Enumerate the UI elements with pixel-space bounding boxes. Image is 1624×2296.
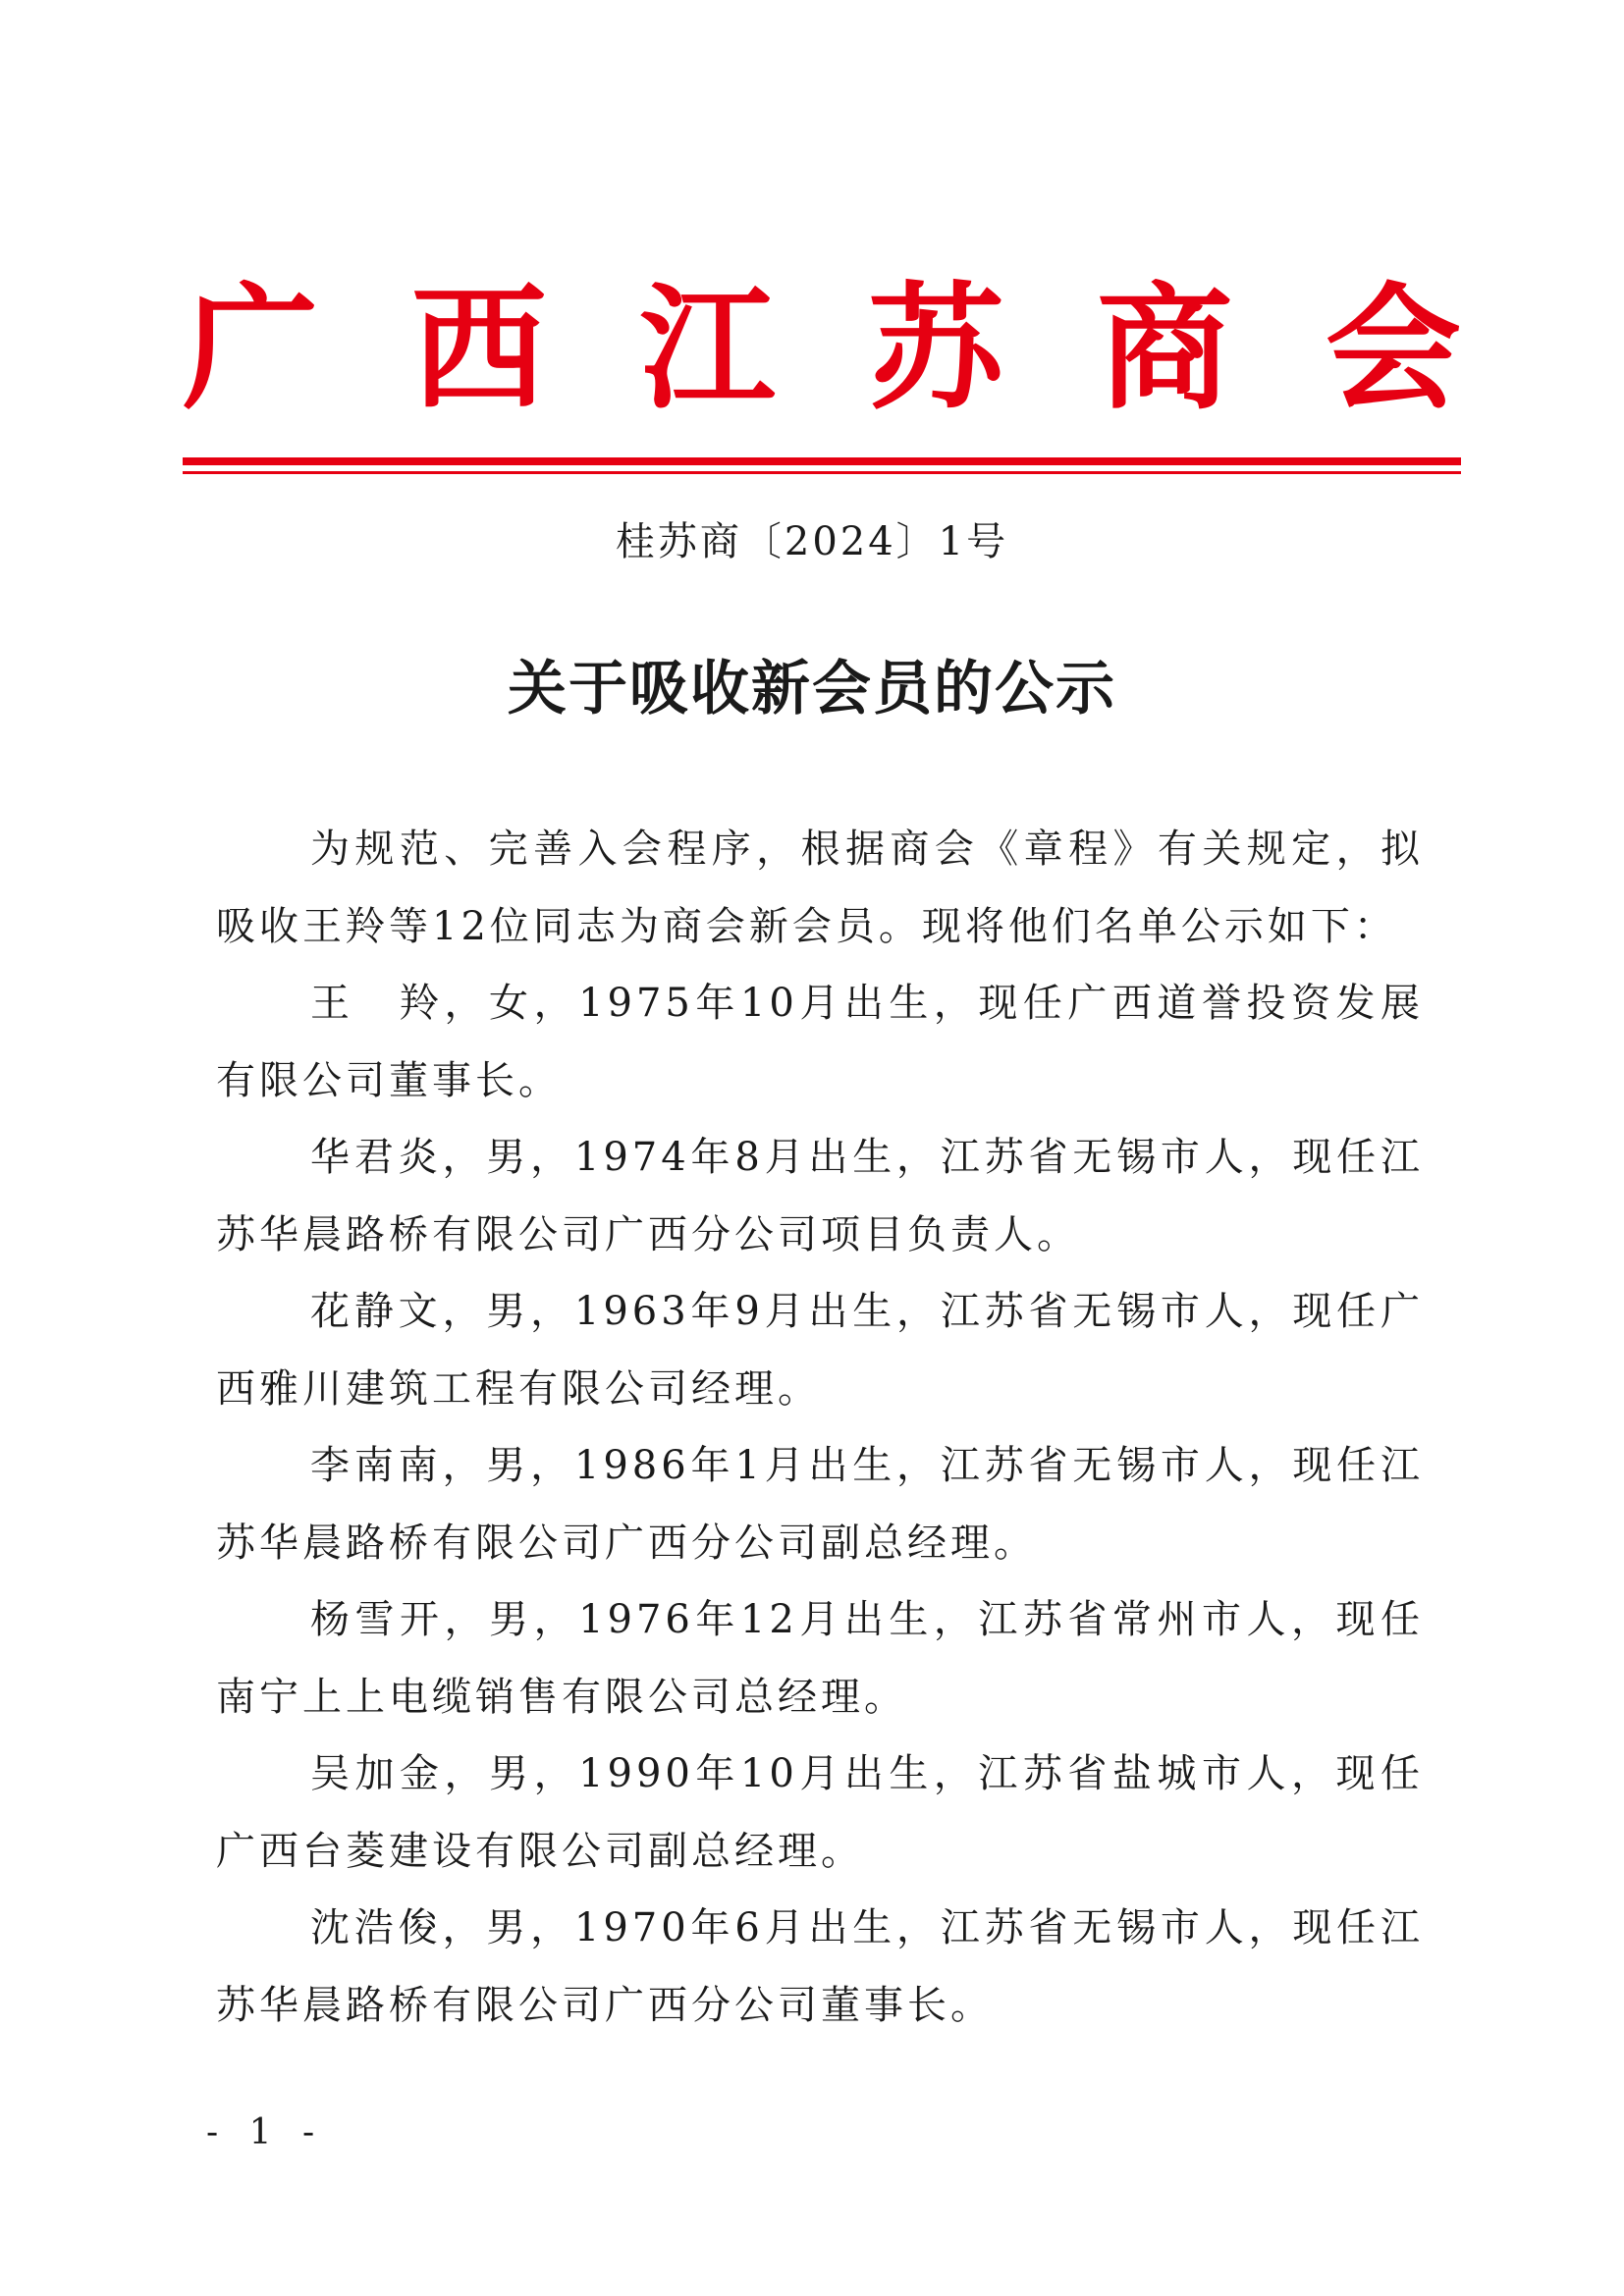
member-entry: 花静文，男，1963年9月出生，江苏省无锡市人，现任广西雅川建筑工程有限公司经理。: [216, 1289, 1424, 1412]
document-body: [216, 811, 1424, 2044]
organization-header: [183, 265, 1461, 432]
member-entry: 吴加金，男，1990年10月出生，江苏省盐城市人，现任广西台菱建设有限公司副总经理。: [216, 1751, 1424, 1874]
organization-name-char: 西: [410, 268, 547, 428]
intro-paragraph: 为规范、完善入会程序，根据商会《章程》有关规定，拟吸收王羚等12位同志为商会新会员。现将他们名单公示如下：: [216, 827, 1424, 949]
member-entry: 沈浩俊，男，1970年6月出生，江苏省无锡市人，现任江苏华晨路桥有限公司广西分公司董事长。: [216, 1905, 1424, 2028]
header-divider-thick: [183, 457, 1461, 465]
organization-name-char: 会: [1325, 268, 1461, 428]
document-title: 关于吸收新会员的公示: [508, 655, 1116, 723]
page-number: - 1 -: [206, 2112, 325, 2153]
organization-name-char: 商: [1097, 268, 1233, 428]
header-divider-thin: [183, 471, 1461, 474]
member-entry: 王 羚，女，1975年10月出生，现任广西道誉投资发展有限公司董事长。: [216, 981, 1424, 1103]
document-number: 桂苏商〔2024〕1号: [615, 519, 1009, 564]
member-entry: 杨雪开，男，1976年12月出生，江苏省常州市人，现任南宁上上电缆销售有限公司总经理。: [216, 1597, 1424, 1720]
member-entry: 李南南，男，1986年1月出生，江苏省无锡市人，现任江苏华晨路桥有限公司广西分公司副总经理。: [216, 1443, 1424, 1566]
organization-name-char: 江: [639, 268, 776, 428]
member-entry: 华君炎，男，1974年8月出生，江苏省无锡市人，现任江苏华晨路桥有限公司广西分公司项目负责人。: [216, 1135, 1424, 1257]
organization-name-char: 苏: [868, 268, 1004, 428]
organization-name-char: 广: [183, 268, 319, 428]
